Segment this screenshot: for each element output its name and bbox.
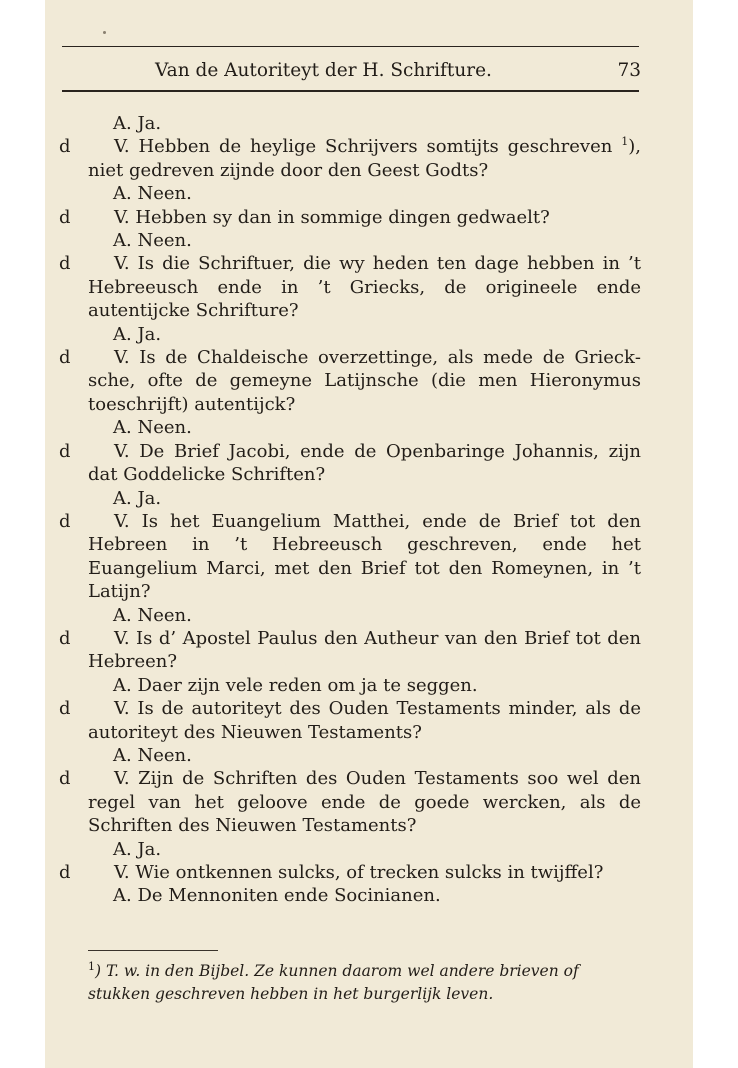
question-label: V. (114, 440, 130, 462)
header-top-rule (62, 46, 639, 47)
margin-mark: d (59, 627, 71, 649)
question-label: V. (114, 698, 130, 720)
answer-entry (113, 674, 641, 697)
question-text: Is de Chaldeische overzettinge, als mede de Griecksche, ofte de gemeyne Latijnsche (die men Hieronymus toeschrijft) autentijck? (88, 347, 641, 415)
question-entry (59, 206, 641, 229)
question-entry (59, 861, 641, 884)
footnote-rule (88, 950, 218, 951)
footnote-text: T. w. in den Bijbel. Ze kunnen daarom wel andere brieven of stukken geschreven hebben in het burgerlijk leven. (88, 962, 579, 1003)
margin-mark: d (59, 862, 71, 883)
answer-entry (113, 487, 641, 510)
question-text: Is het Euangelium Matthei, ende de Brief tot den Hebreen in ’t Hebreeusch geschreven, ende het Euangelium Marci, met den Brief tot den Romeynen, in ’t Latijn? (88, 510, 641, 603)
margin-mark: d (59, 698, 71, 720)
answer-label: A. (113, 230, 132, 252)
footnote-reference: 1 (621, 135, 629, 149)
answer-label: A. (113, 674, 132, 696)
answer-label: A. (113, 417, 132, 439)
question-text: Is die Schriftuer, die wy heden ten dage hebben in ’t Hebreeusch ende in ’t Griecks, de origineele ende autentijcke Schrifture? (88, 253, 641, 322)
question-label: V. (114, 510, 130, 532)
question-text: Zijn de Schriften des Ouden Testaments soo wel den regel van het geloove ende de goede wercken, als de Schriften des Nieuwen Testaments? (88, 768, 641, 837)
answer-text: Ja. (137, 487, 162, 509)
answer-text: Ja. (137, 838, 162, 860)
answer-entry (113, 838, 641, 861)
answer-text: Neen. (137, 744, 192, 766)
question-text: Wie ontkennen sulcks, of trecken sulcks in twijffel? (135, 862, 604, 883)
answer-entry (113, 112, 641, 135)
answer-text: Ja. (137, 323, 162, 345)
question-entry (59, 135, 641, 182)
question-text-continued: ), niet gedreven zijnde door den Geest Godts? (88, 136, 641, 181)
answer-entry (113, 182, 641, 205)
question-label: V. (114, 627, 130, 649)
answer-label: A. (113, 323, 132, 345)
paper-speck (103, 31, 106, 34)
page-number: 73 (617, 60, 641, 81)
answer-text: Neen. (137, 604, 192, 626)
answer-label: A. (113, 487, 132, 509)
answer-text: Daer zijn vele reden om ja te seggen. (137, 674, 478, 696)
header-bottom-rule (62, 90, 639, 92)
answer-label: A. (113, 113, 132, 134)
book-page (45, 0, 693, 1068)
margin-mark: d (59, 136, 71, 158)
question-text: Hebben sy dan in sommige dingen gedwaelt? (135, 206, 550, 228)
answer-entry (113, 744, 641, 767)
answer-entry (113, 323, 641, 346)
question-label: V. (114, 206, 130, 228)
question-entry (59, 697, 641, 744)
question-label: V. (114, 347, 130, 369)
question-entry (59, 440, 641, 487)
question-text: De Brief Jacobi, ende de Openbaringe Johannis, zijn dat Goddelicke Schriften? (88, 440, 641, 486)
margin-mark: d (59, 253, 71, 275)
question-entry (59, 627, 641, 674)
answer-text: Neen. (137, 417, 192, 439)
question-text: Hebben de heylige Schrijvers somtijts geschreven (138, 136, 613, 158)
answer-label: A. (113, 183, 132, 205)
answer-text: Ja. (137, 113, 162, 134)
question-entry (59, 346, 641, 416)
question-entry (59, 767, 641, 837)
question-entry (59, 252, 641, 322)
margin-mark: d (59, 768, 71, 790)
margin-mark: d (59, 440, 71, 462)
running-header-title: Van de Autoriteyt der H. Schrifture. (155, 60, 492, 81)
question-label: V. (114, 253, 130, 275)
footnote: $^1$) T. w. in den Bijbel. Ze kunnen daarom wel andere brieven of stukken geschreven hebben in het burgerlijk leven. (88, 959, 579, 1003)
answer-text: De Mennoniten ende Socinianen. (137, 885, 441, 907)
answer-label: A. (113, 604, 132, 626)
question-text: Is de autoriteyt des Ouden Testaments minder, als de autoriteyt des Nieuwen Testaments? (88, 698, 641, 743)
answer-text: Neen. (137, 183, 192, 205)
question-text: Is d’ Apostel Paulus den Autheur van den Brief tot den Hebreen? (88, 627, 641, 673)
answer-text: Neen. (137, 230, 192, 252)
answer-entry (113, 416, 641, 439)
margin-mark: d (59, 510, 71, 532)
footnote-mark: 1 (88, 959, 95, 973)
question-label: V. (114, 136, 130, 158)
answer-entry (113, 229, 641, 252)
question-label: V. (114, 862, 130, 883)
margin-mark: d (59, 206, 71, 228)
answer-entry (113, 884, 641, 907)
catechism-text (59, 112, 641, 908)
answer-label: A. (113, 885, 132, 907)
answer-label: A. (113, 838, 132, 860)
question-label: V. (114, 768, 130, 790)
answer-label: A. (113, 744, 132, 766)
answer-entry (113, 604, 641, 627)
question-entry (59, 510, 641, 604)
margin-mark: d (59, 347, 71, 369)
